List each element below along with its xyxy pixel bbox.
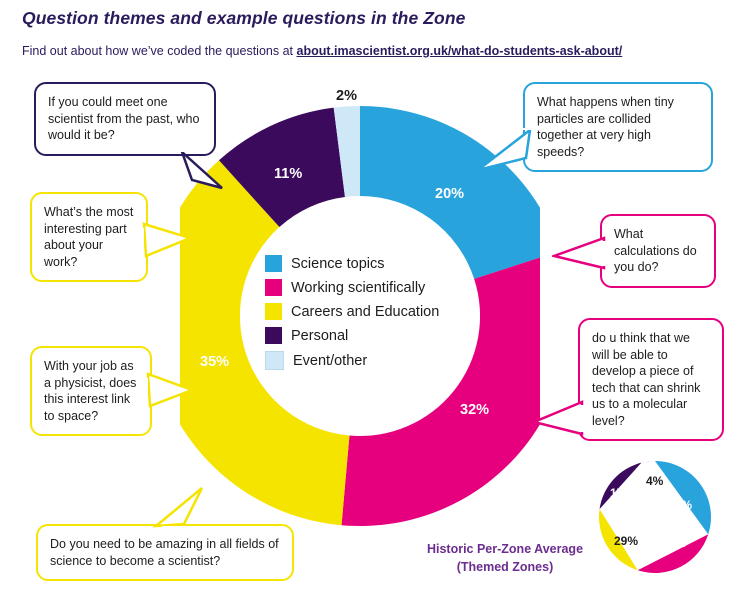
callout-tail-particles bbox=[476, 128, 532, 174]
callout-text: What calculations do you do? bbox=[614, 227, 697, 274]
small-slice-event-other bbox=[641, 461, 655, 463]
legend-item-event-other bbox=[265, 351, 465, 370]
caption-line-1: Historic Per-Zone Average bbox=[426, 542, 584, 556]
callout-particles bbox=[523, 82, 713, 172]
legend-swatch-icon bbox=[265, 303, 282, 320]
callout-interesting-part bbox=[30, 192, 148, 282]
callout-text: What’s the most interesting part about your work? bbox=[44, 205, 134, 269]
legend-item-science-topics bbox=[265, 255, 465, 272]
historic-average-pie-chart bbox=[596, 458, 714, 576]
legend-swatch-icon bbox=[265, 327, 282, 344]
slice-label-science: 20% bbox=[435, 186, 465, 202]
slice-label-working: 32% bbox=[460, 402, 490, 418]
slice-label-event: 2% bbox=[336, 88, 357, 104]
callout-amazing-all-fields bbox=[36, 524, 294, 581]
callout-tail-shrink-tech bbox=[532, 400, 584, 442]
small-label-personal: 17% bbox=[610, 486, 635, 500]
callout-space-link bbox=[30, 346, 152, 436]
subtitle-text: Find out about how we’ve coded the questions at bbox=[22, 44, 297, 58]
legend-label: Event/other bbox=[293, 352, 368, 369]
callout-calculations bbox=[600, 214, 716, 288]
subtitle bbox=[22, 44, 622, 58]
callout-tail-calculations bbox=[552, 236, 606, 276]
callout-text: do u think that we will be able to develop a piece of tech that can shrink us to a molecular level? bbox=[592, 331, 701, 428]
legend-item-personal bbox=[265, 327, 465, 344]
slice-label-personal: 11% bbox=[274, 166, 303, 182]
legend-item-careers-education bbox=[265, 303, 465, 320]
callout-tail-past-scientist bbox=[178, 150, 228, 194]
callout-tail-amazing-all-fields bbox=[150, 486, 206, 530]
legend-label: Personal bbox=[291, 327, 349, 344]
callout-tail-space-link bbox=[146, 372, 196, 414]
callout-shrink-tech bbox=[578, 318, 724, 441]
legend-swatch-icon bbox=[265, 351, 284, 370]
page-title: Question themes and example questions in the Zone bbox=[22, 8, 466, 28]
slice-label-careers: 35% bbox=[200, 354, 230, 370]
callout-text: Do you need to be amazing in all fields of science to become a scientist? bbox=[50, 537, 279, 568]
legend-item-working-scientifically bbox=[265, 279, 465, 296]
callout-tail-interesting-part bbox=[142, 222, 194, 262]
callout-text: What happens when tiny particles are collided together at very high speeds? bbox=[537, 95, 674, 159]
small-label-careers: 29% bbox=[614, 534, 639, 548]
small-label-event: 4% bbox=[646, 474, 664, 488]
legend-label: Careers and Education bbox=[291, 303, 440, 320]
historic-average-caption bbox=[420, 540, 590, 576]
callout-text: With your job as a physicist, does this interest link to space? bbox=[44, 359, 137, 423]
small-label-working: 20% bbox=[662, 536, 687, 550]
small-label-science: 30% bbox=[668, 498, 693, 512]
about-link[interactable]: about.imascientist.org.uk/what-do-students-ask-about/ bbox=[296, 44, 623, 58]
legend-swatch-icon bbox=[265, 255, 282, 272]
callout-text: If you could meet one scientist from the past, who would it be? bbox=[48, 95, 200, 142]
legend-label: Science topics bbox=[291, 255, 385, 272]
chart-legend bbox=[265, 255, 465, 377]
legend-label: Working scientifically bbox=[291, 279, 426, 296]
caption-line-2: (Themed Zones) bbox=[456, 560, 554, 575]
legend-swatch-icon bbox=[265, 279, 282, 296]
callout-past-scientist bbox=[34, 82, 216, 156]
